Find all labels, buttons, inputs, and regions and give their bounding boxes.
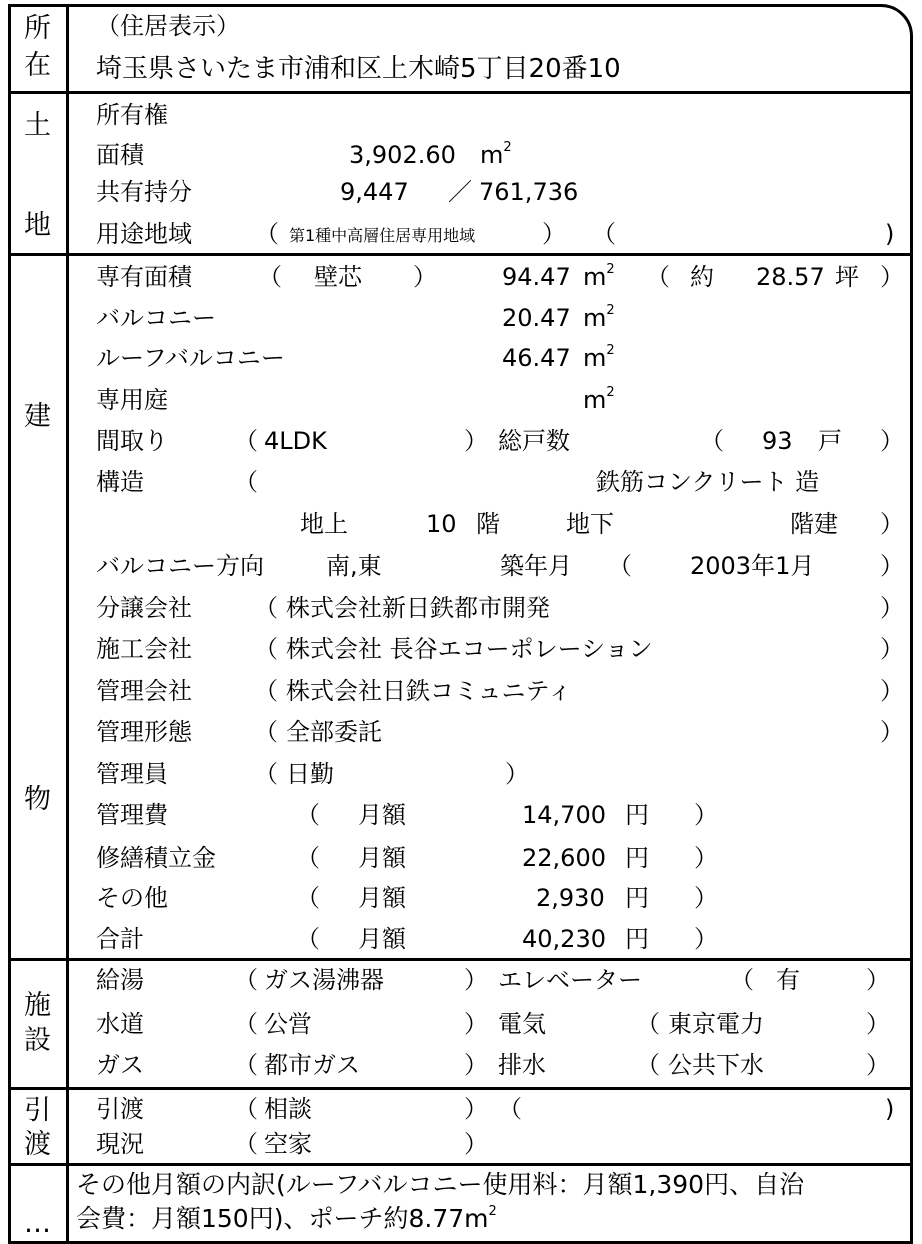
land-share-slash: ／ [448, 178, 472, 206]
fee-mgmt-open: （ [296, 801, 320, 829]
building-area-open: （ [258, 263, 282, 291]
section-label-land-1: 土 [24, 110, 51, 141]
land-zoning-value: 第1種中高層住居専用地域 [289, 226, 476, 245]
fee-mgmt-period: 月額 [358, 801, 406, 829]
structure-open: （ [234, 468, 258, 496]
section-label-location-2: 在 [24, 50, 51, 81]
facility-water-label: 水道 [96, 1010, 144, 1038]
fee-mgmt-unit: 円 [625, 801, 649, 829]
units-open: （ [700, 427, 724, 455]
facility-water-close: ） [464, 1010, 488, 1038]
remarks-line-1: その他月額の内訳(ルーフバルコニー使用料：月額1,390円、自治 [76, 1170, 805, 1199]
layout-label: 間取り [96, 427, 168, 455]
land-share-denominator: 761,736 [479, 178, 579, 206]
status-label: 現況 [96, 1130, 144, 1158]
facility-elevator-close: ） [866, 966, 890, 994]
tsubo-unit: 坪 [835, 263, 859, 291]
facility-gas-value: 都市ガス [264, 1051, 360, 1079]
fee-repair-period: 月額 [358, 844, 406, 872]
building-area-basis: 壁芯 [314, 263, 362, 291]
roof-balcony-label: ルーフバルコニー [96, 344, 285, 372]
facility-hotwater-open: （ [234, 966, 258, 994]
divider-land [8, 253, 913, 256]
tsubo-value: 28.57 [756, 263, 825, 291]
layout-open: （ [234, 427, 258, 455]
divider-location [8, 91, 913, 94]
facility-water-value: 公営 [264, 1010, 312, 1038]
facility-gas-open: （ [234, 1051, 258, 1079]
units-close: ） [880, 427, 904, 455]
address-value: 埼玉県さいたま市浦和区上木崎5丁目20番10 [96, 54, 621, 84]
land-area-value: 3,902.60 [349, 141, 456, 169]
section-label-building-1: 建 [24, 401, 51, 432]
status-close: ） [464, 1130, 488, 1158]
balcony-unit: $m^2$ [583, 303, 615, 332]
structure-value: 鉄筋コンクリート 造 [596, 468, 820, 496]
address-display-label: （住居表示） [96, 12, 240, 40]
building-area-unit: $m^2$ [583, 262, 615, 291]
manager-open: （ [254, 677, 278, 705]
section-label-handover-1: 引 [24, 1095, 51, 1126]
section-label-location-1: 所 [24, 13, 51, 44]
mgmt-type-label: 管理形態 [96, 718, 192, 746]
floors-above-value: 10 [426, 510, 457, 538]
land-zoning2-close: ) [885, 220, 895, 248]
fee-total-unit: 円 [625, 925, 649, 953]
seller-value: 株式会社新日鉄都市開発 [286, 594, 550, 622]
fee-total-label: 合計 [96, 925, 144, 953]
facility-hotwater-close: ） [464, 966, 488, 994]
built-close: ） [880, 552, 904, 580]
land-ownership: 所有権 [96, 101, 168, 129]
manager-close: ） [880, 677, 904, 705]
seller-label: 分譲会社 [96, 594, 192, 622]
units-unit: 戸 [818, 427, 842, 455]
seller-open: （ [254, 594, 278, 622]
section-label-facilities-2: 設 [24, 1025, 51, 1056]
manager-value: 株式会社日鉄コミュニティ [286, 677, 572, 705]
facility-electric-open: （ [636, 1010, 660, 1038]
structure-label: 構造 [96, 468, 144, 496]
divider-building [8, 958, 913, 961]
fee-other-unit: 円 [625, 884, 649, 912]
handover-open2: （ [498, 1095, 522, 1123]
fee-repair-open: （ [296, 844, 320, 872]
fee-mgmt-amount: 14,700 [522, 801, 606, 829]
land-share-numerator: 9,447 [340, 178, 409, 206]
status-value: 空家 [264, 1130, 312, 1158]
fee-repair-unit: 円 [625, 844, 649, 872]
fee-repair-amount: 22,600 [522, 844, 606, 872]
handover-value: 相談 [264, 1095, 312, 1123]
floors-close: ） [880, 510, 904, 538]
builder-label: 施工会社 [96, 635, 192, 663]
fee-mgmt-close: ） [694, 801, 718, 829]
roof-balcony-value: 46.47 [502, 344, 571, 372]
staff-label: 管理員 [96, 760, 168, 788]
facility-electric-close: ） [866, 1010, 890, 1038]
staff-close: ） [505, 760, 529, 788]
units-value: 93 [762, 427, 793, 455]
section-label-building-2: 物 [24, 784, 51, 815]
facility-drain-close: ） [866, 1051, 890, 1079]
facility-elevator-value: 有 [776, 966, 800, 994]
fee-total-close: ） [694, 925, 718, 953]
facility-hotwater-value: ガス湯沸器 [264, 966, 384, 994]
building-area-value: 94.47 [502, 263, 571, 291]
facility-drain-label: 排水 [498, 1051, 546, 1079]
building-area-label: 専有面積 [96, 263, 192, 291]
divider-handover [8, 1163, 913, 1166]
mgmt-type-close: ） [880, 718, 904, 746]
tsubo-open: （ [646, 263, 670, 291]
fee-mgmt-label: 管理費 [96, 801, 168, 829]
builder-value: 株式会社 長谷エコーポレーション [286, 635, 653, 663]
status-open: （ [234, 1130, 258, 1158]
staff-open: （ [254, 760, 278, 788]
fee-other-amount: 2,930 [536, 884, 605, 912]
layout-close: ） [464, 427, 488, 455]
facility-water-open: （ [234, 1010, 258, 1038]
fee-repair-label: 修繕積立金 [96, 844, 216, 872]
fee-other-label: その他 [96, 884, 168, 912]
facility-gas-close: ） [464, 1051, 488, 1079]
handover-open: （ [234, 1095, 258, 1123]
mgmt-type-value: 全部委託 [286, 718, 382, 746]
facility-drain-value: 公共下水 [668, 1051, 764, 1079]
fee-total-period: 月額 [358, 925, 406, 953]
floors-total-label: 階建 [790, 510, 838, 538]
fee-other-open: （ [296, 884, 320, 912]
facility-electric-value: 東京電力 [668, 1010, 764, 1038]
seller-close: ） [880, 594, 904, 622]
building-area-close: ） [413, 263, 437, 291]
built-open: （ [608, 552, 632, 580]
tsubo-close: ） [880, 263, 904, 291]
land-zoning2-open: （ [592, 220, 616, 248]
units-label: 総戸数 [498, 427, 570, 455]
builder-open: （ [254, 635, 278, 663]
facility-gas-label: ガス [96, 1051, 144, 1079]
fee-other-period: 月額 [358, 884, 406, 912]
facility-drain-open: （ [636, 1051, 660, 1079]
facility-elevator-label: エレベーター [498, 966, 642, 994]
section-label-handover-2: 渡 [24, 1129, 51, 1160]
section-label-remarks: … [24, 1208, 51, 1239]
garden-unit: $m^2$ [583, 385, 615, 414]
remarks-line-2: 会費：月額150円)、ポーチ約$8.77m^2$ [76, 1204, 497, 1233]
facility-hotwater-label: 給湯 [96, 966, 144, 994]
label-column-divider [66, 4, 69, 1244]
facility-electric-label: 電気 [498, 1010, 546, 1038]
balcony-direction-label: バルコニー方向 [96, 552, 264, 580]
fee-total-open: （ [296, 925, 320, 953]
floors-above-unit: 階 [476, 510, 500, 538]
land-zoning-close: ） [542, 220, 566, 248]
garden-label: 専用庭 [96, 386, 168, 414]
land-zoning-label: 用途地域 [96, 220, 192, 248]
land-zoning-open: （ [255, 220, 279, 248]
roof-balcony-unit: $m^2$ [583, 343, 615, 372]
tsubo-prefix: 約 [690, 263, 714, 291]
built-value: 2003年1月 [690, 552, 815, 580]
fee-total-amount: 40,230 [522, 925, 606, 953]
manager-label: 管理会社 [96, 677, 192, 705]
handover-label: 引渡 [96, 1095, 144, 1123]
fee-repair-close: ） [694, 844, 718, 872]
section-label-land-2: 地 [24, 210, 51, 241]
balcony-direction-value: 南,東 [326, 552, 382, 580]
fee-other-close: ） [694, 884, 718, 912]
balcony-label: バルコニー [96, 304, 216, 332]
divider-facilities [8, 1087, 913, 1090]
floors-above-label: 地上 [300, 510, 348, 538]
facility-elevator-open: （ [730, 966, 754, 994]
land-area-unit: $m^2$ [480, 140, 512, 169]
builder-close: ） [880, 635, 904, 663]
mgmt-type-open: （ [254, 718, 278, 746]
land-area-label: 面積 [96, 141, 144, 169]
floors-below-label: 地下 [566, 510, 614, 538]
layout-value: 4LDK [264, 427, 327, 455]
land-share-label: 共有持分 [96, 178, 192, 206]
balcony-value: 20.47 [502, 304, 571, 332]
handover-close: ） [464, 1095, 488, 1123]
built-label: 築年月 [500, 552, 572, 580]
section-label-facilities-1: 施 [24, 990, 51, 1021]
handover-close2: ) [885, 1095, 895, 1123]
staff-value: 日勤 [286, 760, 334, 788]
